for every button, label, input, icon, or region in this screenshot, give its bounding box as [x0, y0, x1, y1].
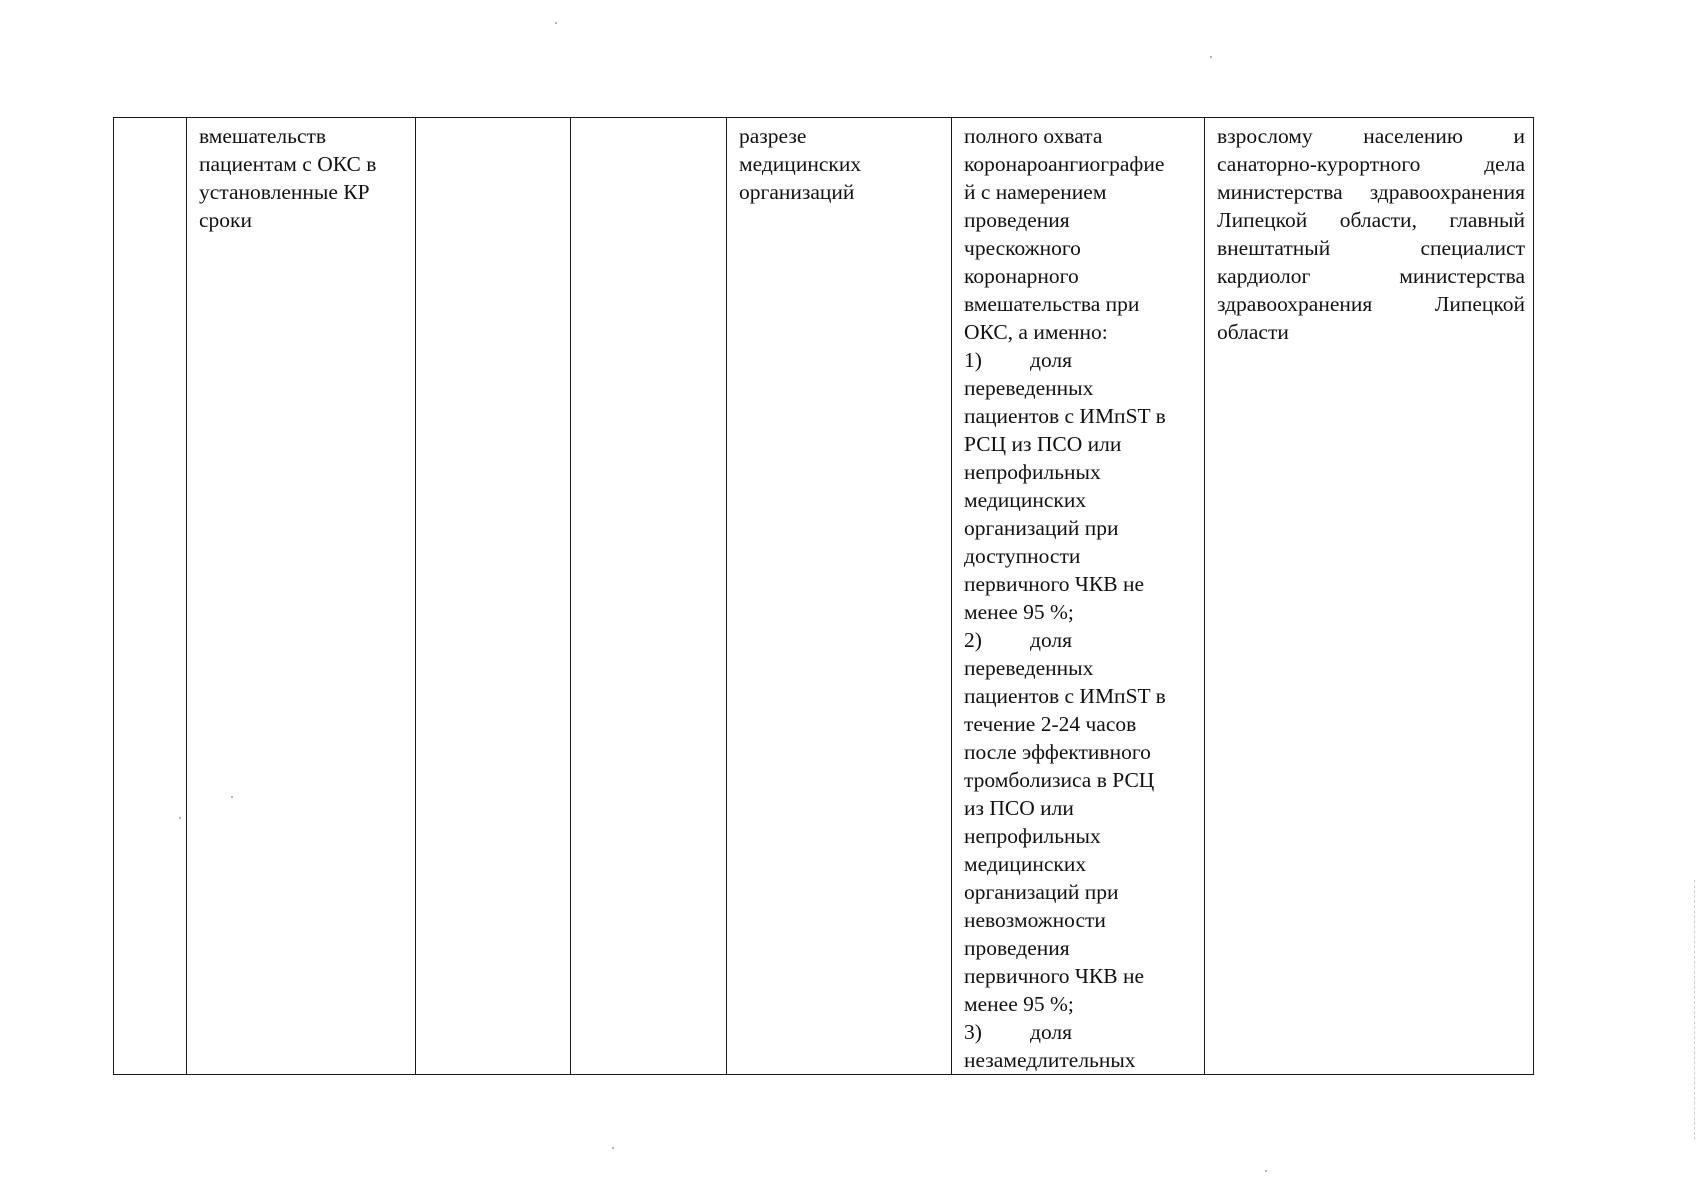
- list-item-2-head: [964, 626, 1196, 654]
- table-cell-indicator: [187, 118, 416, 1075]
- cell-indicator-text: вмешательств пациентам с ОКС в установленные КР сроки: [199, 124, 377, 232]
- list-item-2-word: доля: [1030, 628, 1073, 652]
- table-cell-blank-2: [571, 118, 727, 1075]
- scan-speck: [555, 22, 557, 24]
- table-row: [114, 118, 1534, 1075]
- scan-speck: [1210, 56, 1212, 58]
- list-item-3-word: доля: [1030, 1020, 1073, 1044]
- list-item-3-number: 3): [964, 1020, 982, 1044]
- cell-responsible-text: взрослому населению и санаторно-курортного дела министерства здравоохранения Липецкой области, главный внештатный специалист кардиолог министерства здравоохранения Липецкой области: [1217, 124, 1525, 344]
- list-item-1-body: переведенных пациентов с ИМпST в РСЦ из ПСО или непрофильных медицинских организаций при доступности первичного ЧКВ не менее 95 %;: [964, 376, 1166, 624]
- table-cell-description: [952, 118, 1205, 1075]
- scan-speck: [612, 1147, 614, 1149]
- list-item-1-number: 1): [964, 348, 982, 372]
- list-item-3-head: [964, 1018, 1196, 1046]
- scan-speck: [1265, 1170, 1267, 1172]
- description-intro: полного охвата коронароангиографие й с намерением проведения чрескожного коронарного вмешательства при ОКС, а именно:: [964, 124, 1165, 344]
- scan-speck: [179, 817, 181, 819]
- list-item-1-head: [964, 346, 1196, 374]
- list-item-3-body: незамедлительных: [964, 1048, 1136, 1072]
- list-item-1-word: доля: [1030, 348, 1073, 372]
- scan-edge-mark: [1693, 880, 1695, 1140]
- cell-breakdown-text: разрезе медицинских организаций: [739, 124, 862, 204]
- list-item-2-body: переведенных пациентов с ИМпST в течение 2-24 часов после эффективного тромболизиса в РСЦ из ПСО или непрофильных медицинских организаций при невозможности проведения первичного ЧКВ не менее 95 %;: [964, 656, 1166, 1016]
- table-cell-blank-1: [416, 118, 571, 1075]
- table-cell-breakdown: [727, 118, 952, 1075]
- scan-speck: [231, 796, 233, 798]
- document-table: [113, 117, 1534, 1075]
- list-item-2-number: 2): [964, 628, 982, 652]
- table-cell-number: [114, 118, 187, 1075]
- table-cell-responsible: [1205, 118, 1534, 1075]
